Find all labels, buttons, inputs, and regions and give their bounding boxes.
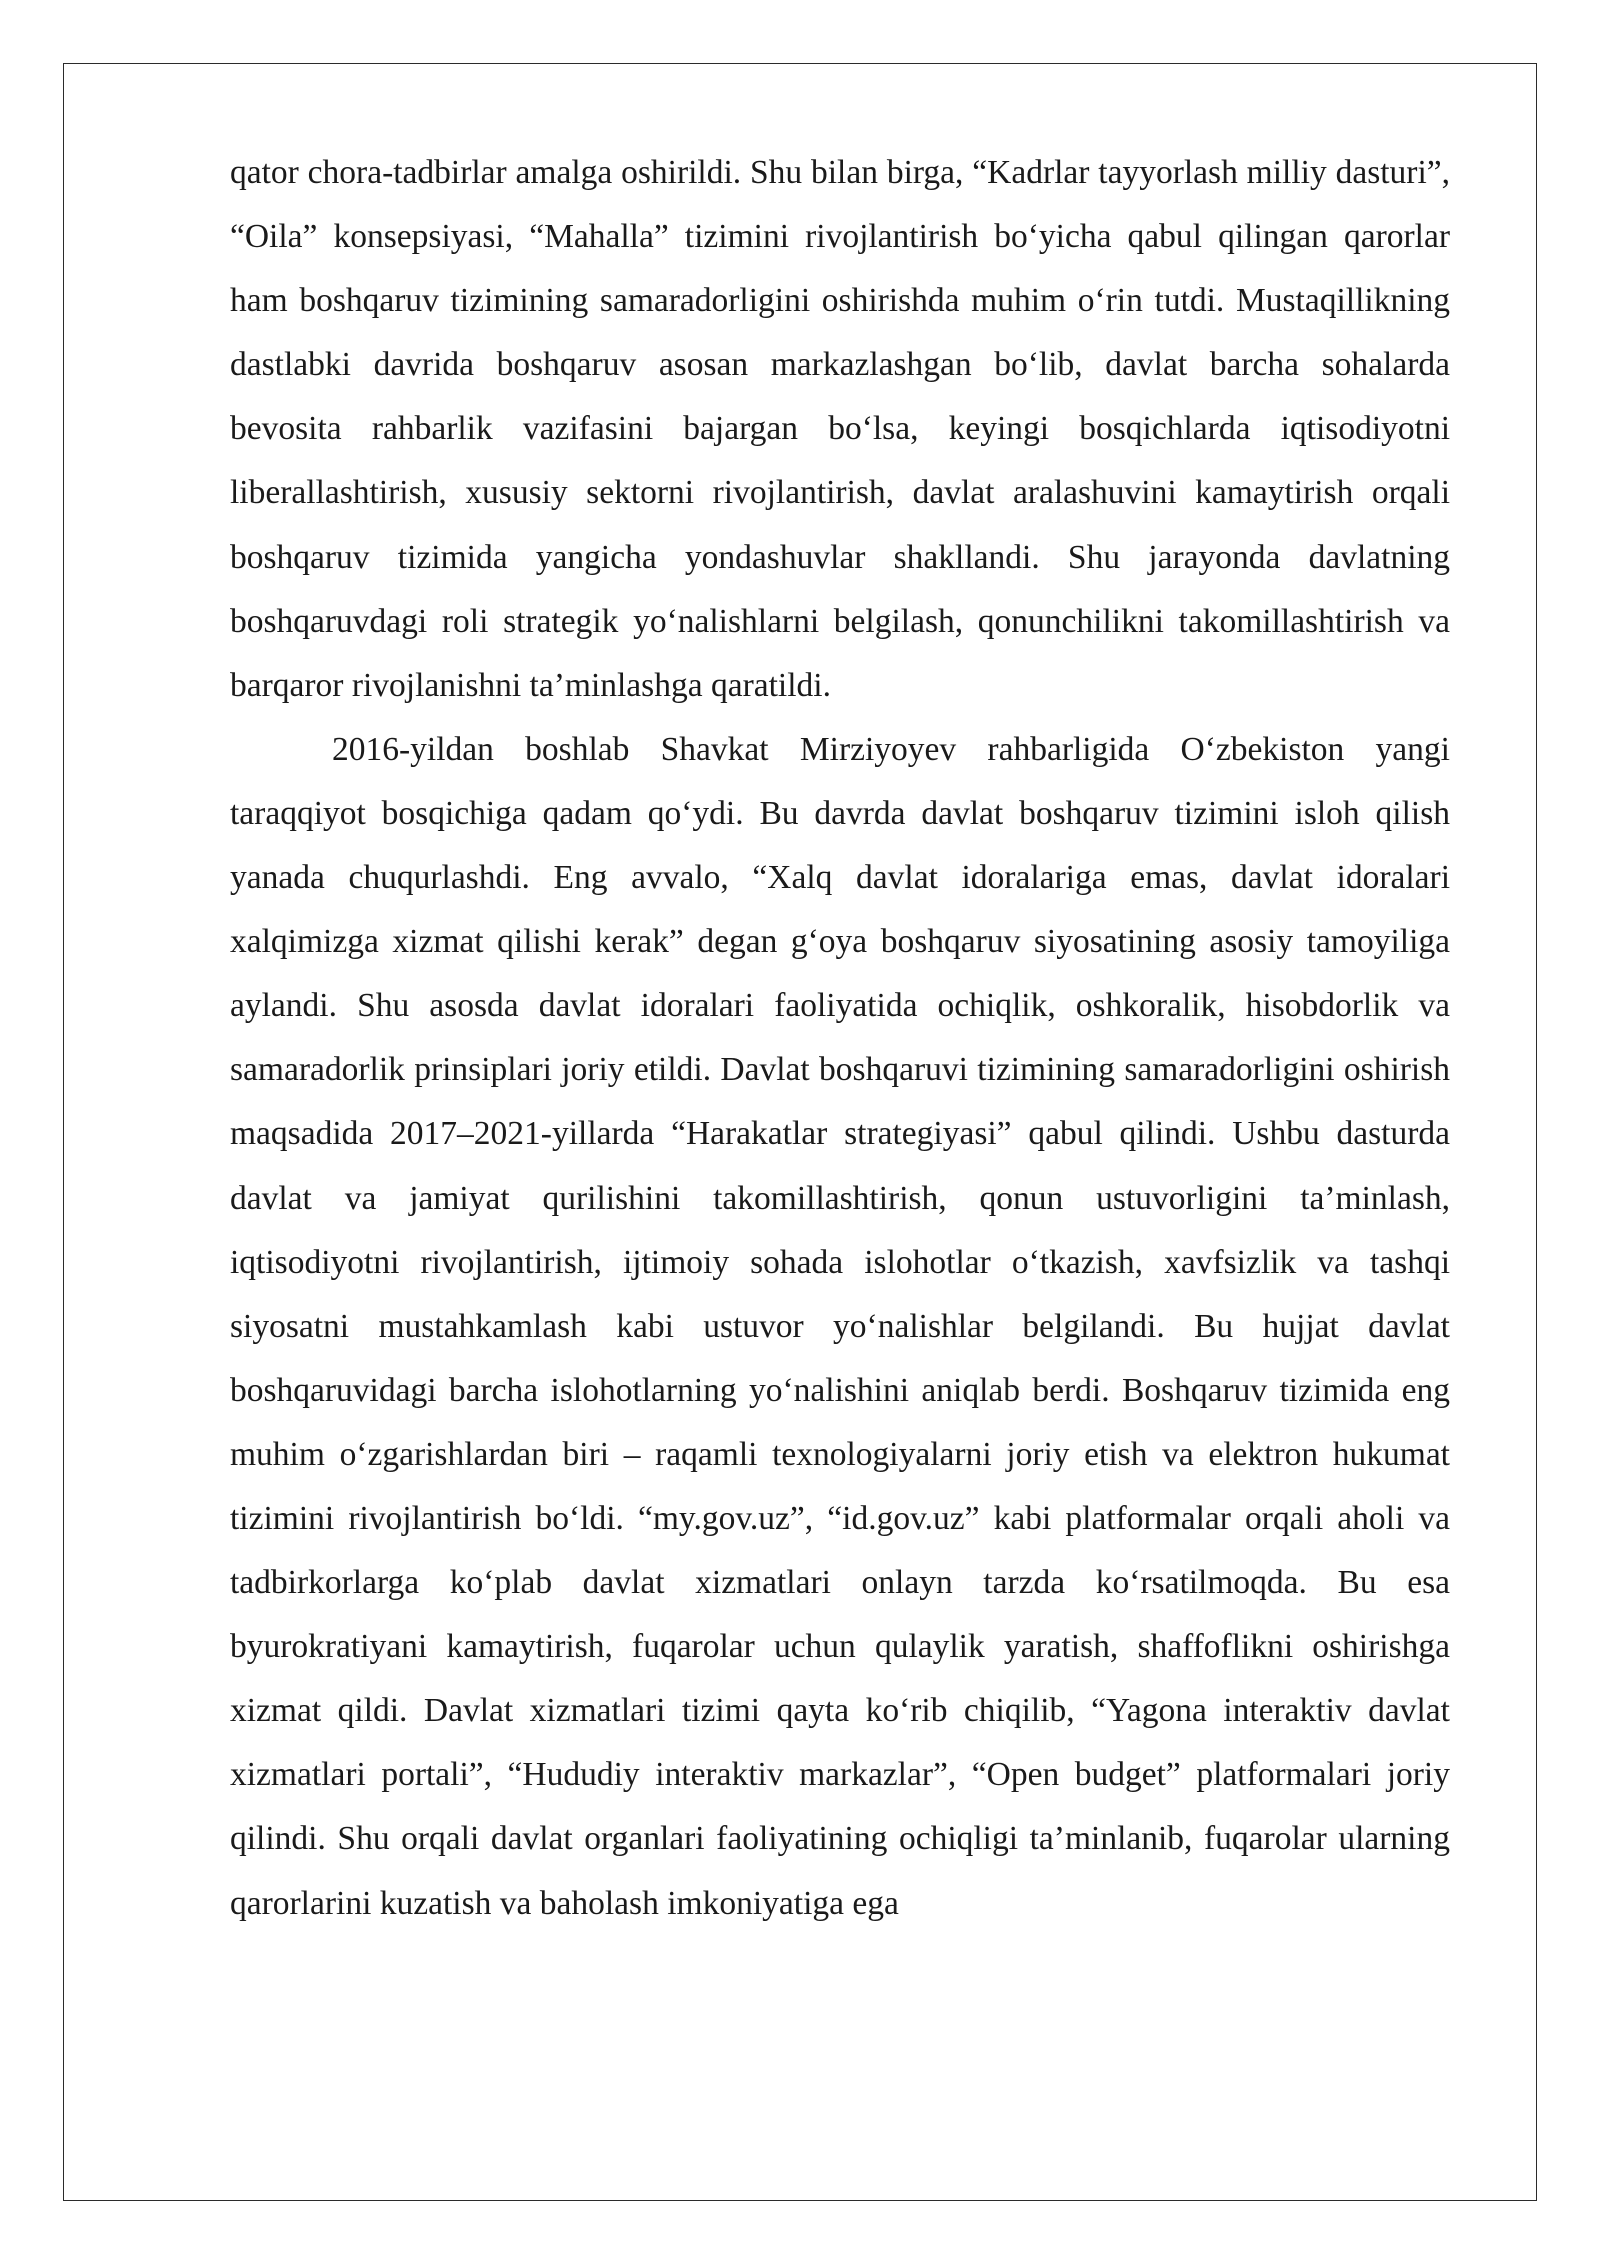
document-body — [230, 141, 1450, 1936]
paragraph-reforms-2016: 2016-yildan boshlab Shavkat Mirziyoyev rahbarligida O‘zbekiston yangi taraqqiyot bosqichiga qadam qo‘ydi. Bu davrda davlat boshqaruv tizimini isloh qilish yanada chuqurlashdi. Eng avvalo, “Xalq davlat idoralariga emas, davlat idoralari xalqimizga xizmat qilishi kerak” degan g‘oya boshqaruv siyosatining asosiy tamoyiliga aylandi. Shu asosda davlat idoralari faoliyatida ochiqlik, oshkoralik, hisobdorlik va samaradorlik prinsiplari joriy etildi. Davlat boshqaruvi tizimining samaradorligini oshirish maqsadida 2017–2021-yillarda “Harakatlar strategiyasi” qabul qilindi. Ushbu dasturda davlat va jamiyat qurilishini takomillashtirish, qonun ustuvorligini ta’minlash, iqtisodiyotni rivojlantirish, ijtimoiy sohada islohotlar o‘tkazish, xavfsizlik va tashqi siyosatni mustahkamlash kabi ustuvor yo‘nalishlar belgilandi. Bu hujjat davlat boshqaruvidagi barcha islohotlarning yo‘nalishini aniqlab berdi. Boshqaruv tizimida eng muhim o‘zgarishlardan biri – raqamli texnologiyalarni joriy etish va elektron hukumat tizimini rivojlantirish bo‘ldi. “my.gov.uz”, “id.gov.uz” kabi platformalar orqali aholi va tadbirkorlarga ko‘plab davlat xizmatlari onlayn tarzda ko‘rsatilmoqda. Bu esa byurokratiyani kamaytirish, fuqarolar uchun qulaylik yaratish, shaffoflikni oshirishga xizmat qildi. Davlat xizmatlari tizimi qayta ko‘rib chiqilib, “Yagona interaktiv davlat xizmatlari portali”, “Hududiy interaktiv markazlar”, “Open budget” platformalari joriy qilindi. Shu orqali davlat organlari faoliyatining ochiqligi ta’minlanib, fuqarolar ularning qarorlarini kuzatish va baholash imkoniyatiga ega — [230, 730, 1450, 1922]
paragraph-continuation: qator chora-tadbirlar amalga oshirildi. Shu bilan birga, “Kadrlar tayyorlash milliy dasturi”, “Oila” konsepsiyasi, “Mahalla” tizimini rivojlantirish bo‘yicha qabul qilingan qarorlar ham boshqaruv tizimining samaradorligini oshirishda muhim o‘rin tutdi. Mustaqillikning dastlabki davrida boshqaruv asosan markazlashgan bo‘lib, davlat barcha sohalarda bevosita rahbarlik vazifasini bajargan bo‘lsa, keyingi bosqichlarda iqtisodiyotni liberallashtirish, xususiy sektorni rivojlantirish, davlat aralashuvini kamaytirish orqali boshqaruv tizimida yangicha yondashuvlar shakllandi. Shu jarayonda davlatning boshqaruvdagi roli strategik yo‘nalishlarni belgilash, qonunchilikni takomillashtirish va barqaror rivojlanishni ta’minlashga qaratildi. — [230, 154, 1450, 704]
